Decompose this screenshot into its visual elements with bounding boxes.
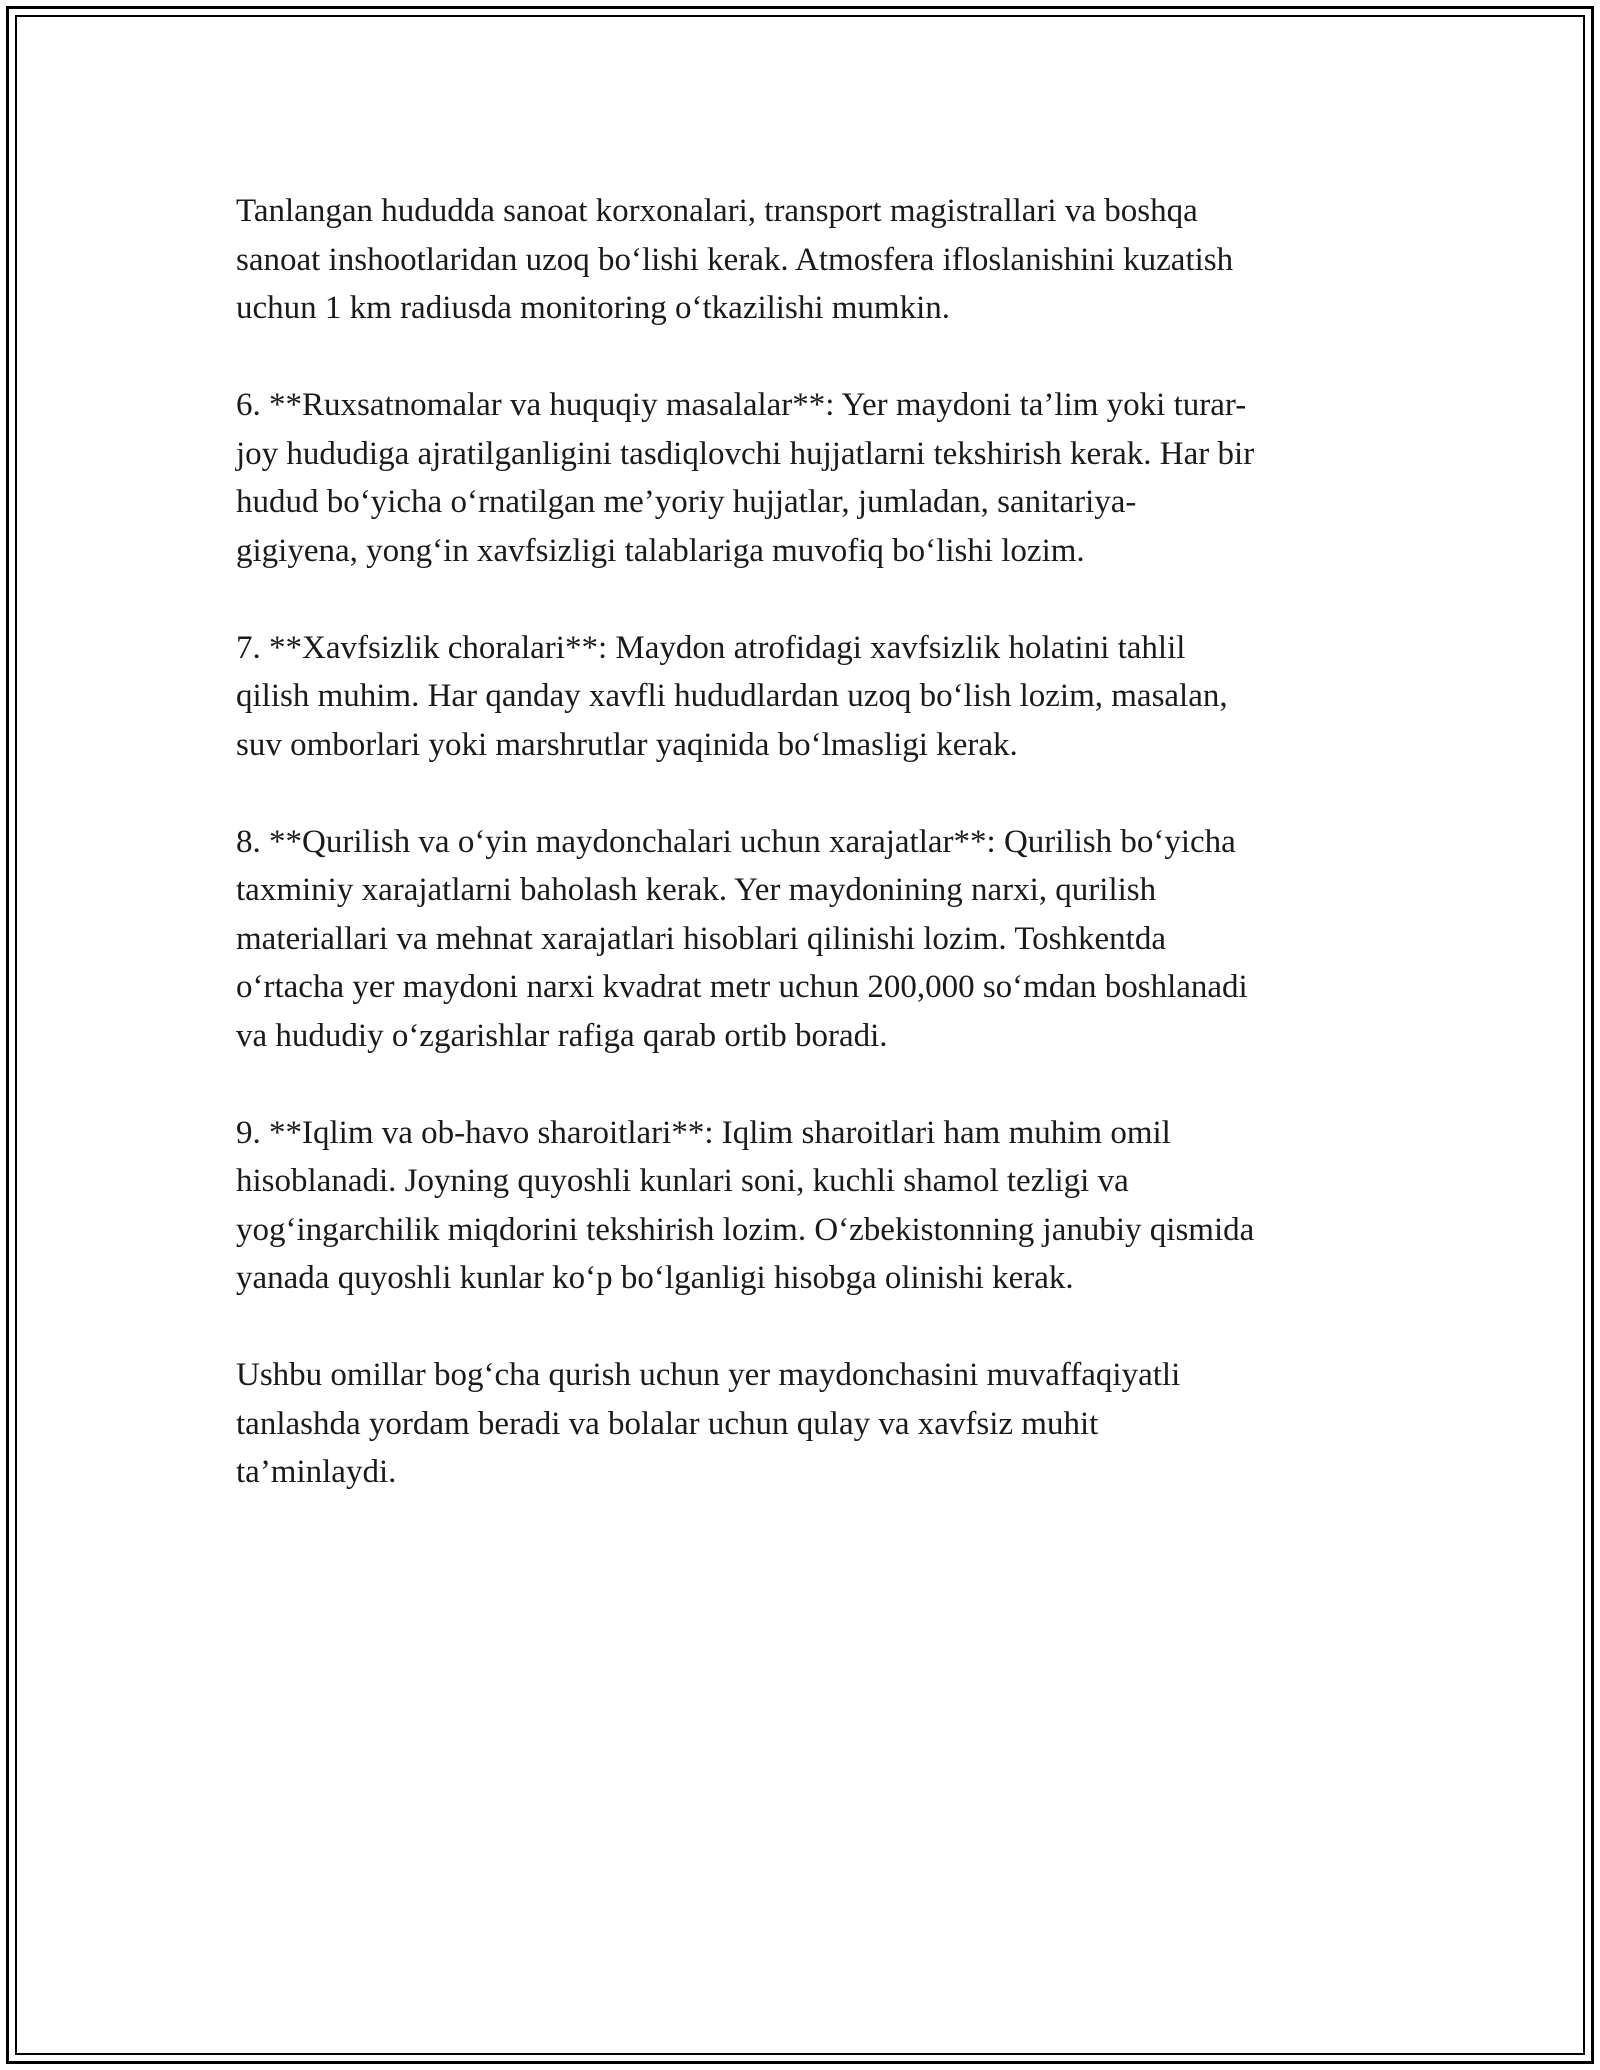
paragraph-safety: 7. **Xavfsizlik choralari**: Maydon atrofidagi xavfsizlik holatini tahlil qilish muhim. Har qanday xavfli hududlardan uzoq bo‘lish lozim, masalan, suv omborlari yoki marshrutlar yaqinida bo‘lmasligi kerak. <box>236 629 1228 763</box>
document-body <box>236 187 1396 1497</box>
paragraph-conclusion: Ushbu omillar bog‘cha qurish uchun yer maydonchasini muvaffaqiyatli tanlashda yordam beradi va bolalar uchun qulay va xavfsiz muhit ta’minlaydi. <box>236 1357 1181 1490</box>
paragraph-permits: 6. **Ruxsatnomalar va huquqiy masalalar**: Yer maydoni ta’lim yoki turar- joy hududiga ajratilganligini tasdiqlovchi hujjatlarni tekshirish kerak. Har bir hudud bo‘yicha o‘rnatilgan me’yoriy hujjatlar, jumladan, sanitariya- gigiyena, yong‘in xavfsizligi talablariga muvofiq bo‘lishi lozim. <box>236 387 1255 569</box>
paragraph-climate: 9. **Iqlim va ob-havo sharoitlari**: Iqlim sharoitlari ham muhim omil hisoblanadi. Joyning quyoshli kunlari soni, kuchli shamol tezligi va yog‘ingarchilik miqdorini tekshirish lozim. O‘zbekistonning janubiy qismida yanada quyoshli kunlar ko‘p bo‘lganligi hisobga olinishi kerak. <box>236 1114 1255 1296</box>
paragraph-intro: Tanlangan hududda sanoat korxonalari, transport magistrallari va boshqa sanoat inshootlaridan uzoq bo‘lishi kerak. Atmosfera ifloslanishini kuzatish uchun 1 km radiusda monitoring o‘tkazilishi mumkin. <box>236 193 1234 326</box>
paragraph-costs: 8. **Qurilish va o‘yin maydonchalari uchun xarajatlar**: Qurilish bo‘yicha taxminiy xarajatlarni baholash kerak. Yer maydonining narxi, qurilish materiallari va mehnat xarajatlari hisoblari qilinishi lozim. Toshkentda o‘rtacha yer maydoni narxi kvadrat metr uchun 200,000 so‘mdan boshlanadi va hududiy o‘zgarishlar rafiga qarab ortib boradi. <box>236 823 1248 1054</box>
